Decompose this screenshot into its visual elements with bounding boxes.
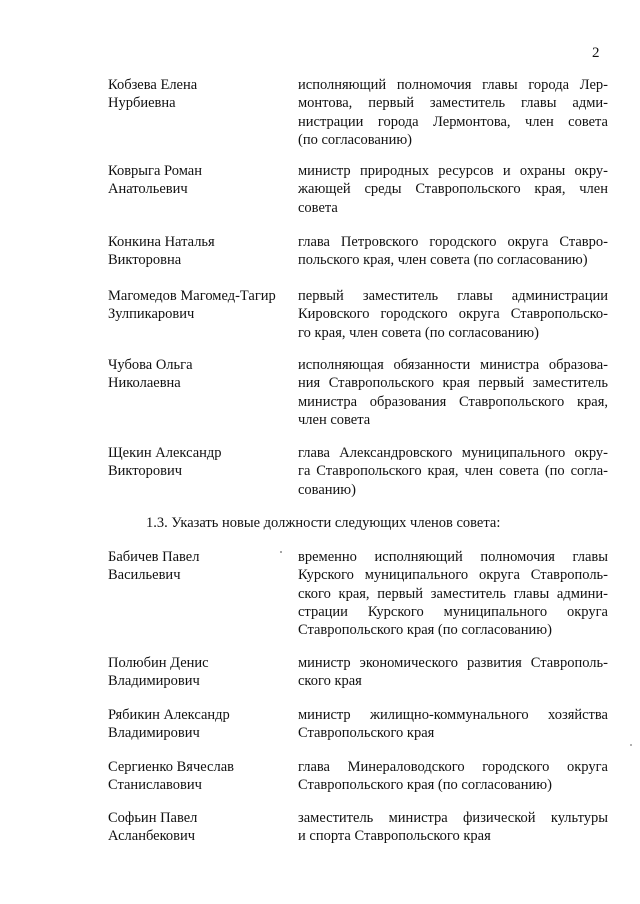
member-name bbox=[108, 444, 293, 481]
member-name-line: Асланбекович bbox=[108, 828, 196, 845]
member-name bbox=[108, 758, 293, 795]
member-role bbox=[298, 809, 608, 846]
member-role-line: заместитель министра физической культуры bbox=[298, 810, 608, 826]
member-role-line: Ставропольского края bbox=[298, 725, 435, 742]
member-name-line: Рябикин Александр bbox=[108, 707, 230, 723]
member-role-line: глава Петровского городского округа Ставро- bbox=[298, 234, 608, 250]
member-name-line: Щекин Александр bbox=[108, 445, 222, 461]
member-name-line: Викторовна bbox=[108, 252, 182, 269]
member-role-line: ния Ставропольского края первый заместитель bbox=[298, 375, 608, 392]
member-role-line: Кировского городского округа Ставропольско- bbox=[298, 306, 608, 323]
member-name-line: Зулпикарович bbox=[108, 306, 195, 323]
member-name-line: Магомедов Магомед-Тагир bbox=[108, 288, 276, 304]
member-role-line: исполняющая обязанности министра образова- bbox=[298, 357, 608, 373]
member-role-line: ского края bbox=[298, 673, 362, 690]
member-role-line: глава Минераловодского городского округа bbox=[298, 759, 608, 775]
page-number: 2 bbox=[592, 45, 600, 61]
member-role-line: ского края, первый заместитель главы админи- bbox=[298, 585, 608, 602]
member-role-line: министр жилищно-коммунального хозяйства bbox=[298, 707, 608, 723]
member-name-line: Кобзева Елена bbox=[108, 77, 198, 93]
member-role-line: монтова, первый заместитель главы адми- bbox=[298, 95, 608, 112]
member-name bbox=[108, 356, 293, 393]
member-role-line: сованию) bbox=[298, 481, 356, 498]
member-role-line: жающей среды Ставропольского края, член bbox=[298, 181, 608, 198]
member-name bbox=[108, 548, 293, 585]
member-role-line: глава Александровского муниципального окру- bbox=[298, 445, 608, 461]
member-role-line: Курского муниципального округа Ставрополь- bbox=[298, 567, 608, 584]
member-role-line: и спорта Ставропольского края bbox=[298, 828, 491, 845]
member-role-line: совета bbox=[298, 199, 338, 216]
member-role-line: польского края, член совета (по согласованию) bbox=[298, 252, 588, 269]
member-name bbox=[108, 76, 293, 113]
member-name-line: Чубова Ольга bbox=[108, 357, 193, 373]
member-role-line: исполняющий полномочия главы города Лер- bbox=[298, 77, 608, 93]
member-role-line: Ставропольского края (по согласованию) bbox=[298, 777, 552, 794]
section-heading: 1.3. Указать новые должности следующих членов совета: bbox=[146, 515, 501, 531]
member-role-line: первый заместитель главы администрации bbox=[298, 288, 608, 304]
member-name bbox=[108, 654, 293, 691]
member-role bbox=[298, 162, 608, 217]
member-role-line: министр экономического развития Ставрополь- bbox=[298, 655, 608, 671]
member-name bbox=[108, 162, 293, 199]
member-name-line: Нурбиевна bbox=[108, 95, 176, 112]
member-role bbox=[298, 548, 608, 639]
member-name-line: Николаевна bbox=[108, 375, 181, 392]
member-name-line: Софьин Павел bbox=[108, 810, 198, 826]
member-name-line: Полюбин Денис bbox=[108, 655, 209, 671]
member-name-line: Викторович bbox=[108, 463, 183, 480]
member-name-line: Анатольевич bbox=[108, 181, 188, 198]
member-role-line: га Ставропольского края, член совета (по согла- bbox=[298, 463, 608, 480]
member-name-line: Владимирович bbox=[108, 725, 200, 742]
member-name-line: Бабичев Павел bbox=[108, 549, 200, 565]
member-name-line: Конкина Наталья bbox=[108, 234, 215, 250]
scan-speck bbox=[630, 744, 632, 746]
member-role-line: временно исполняющий полномочия главы bbox=[298, 549, 608, 565]
member-name bbox=[108, 809, 293, 846]
member-name-line: Васильевич bbox=[108, 567, 181, 584]
member-role bbox=[298, 444, 608, 499]
member-role bbox=[298, 287, 608, 342]
member-name-line: Сергиенко Вячеслав bbox=[108, 759, 235, 775]
member-role-line: министр природных ресурсов и охраны окру- bbox=[298, 163, 608, 179]
member-name-line: Коврыга Роман bbox=[108, 163, 202, 179]
member-role-line: член совета bbox=[298, 411, 371, 428]
member-name bbox=[108, 706, 293, 743]
member-role bbox=[298, 758, 608, 795]
member-role bbox=[298, 654, 608, 691]
member-name-line: Владимирович bbox=[108, 673, 200, 690]
member-name bbox=[108, 287, 293, 324]
member-role-line: (по согласованию) bbox=[298, 131, 412, 148]
member-role-line: министра образования Ставропольского края, bbox=[298, 393, 608, 410]
member-role bbox=[298, 356, 608, 429]
member-name bbox=[108, 233, 293, 270]
member-name-line: Станиславович bbox=[108, 777, 202, 794]
member-role bbox=[298, 76, 608, 149]
member-role bbox=[298, 706, 608, 743]
member-role bbox=[298, 233, 608, 270]
member-role-line: го края, член совета (по согласованию) bbox=[298, 324, 539, 341]
member-role-line: Ставропольского края (по согласованию) bbox=[298, 622, 552, 639]
member-role-line: нистрации города Лермонтова, член совета bbox=[298, 113, 608, 130]
member-role-line: страции Курского муниципального округа bbox=[298, 603, 608, 620]
